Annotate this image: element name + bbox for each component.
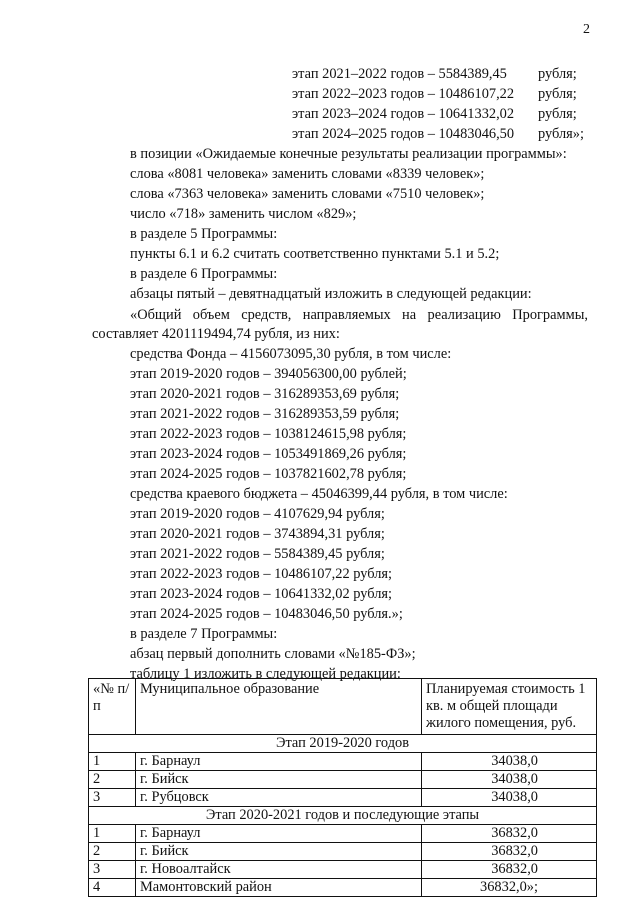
text-line: этап 2019-2020 годов – 4107629,94 рубля; (130, 506, 385, 522)
text-line: слова «7363 человека» заменить словами «7510 человек»; (130, 186, 485, 202)
row-cost: 34038,0 (422, 771, 597, 789)
row-num: 3 (89, 789, 136, 807)
header-municipality: Муниципальное образование (136, 679, 422, 735)
row-cost: 34038,0 (422, 753, 597, 771)
table-row (89, 771, 597, 789)
text-line: этап 2023-2024 годов – 10641332,02 рубля; (130, 586, 393, 602)
text-line: этап 2019-2020 годов – 394056300,00 рублей; (130, 366, 407, 382)
row-num: 1 (89, 753, 136, 771)
row-municipality: г. Барнаул (136, 825, 422, 843)
stage-row (89, 735, 597, 753)
stage-title: Этап 2020-2021 годов и последующие этапы (89, 807, 597, 825)
table-row (89, 843, 597, 861)
row-num: 4 (89, 879, 136, 897)
header-cost: Планируемая стоимость 1 кв. м общей площади жилого помещения, руб. (422, 679, 597, 735)
row-cost: 36832,0 (422, 861, 597, 879)
table-header-row (89, 679, 597, 735)
text-line: средства Фонда – 4156073095,30 рубля, в том числе: (130, 346, 452, 362)
text-line: в разделе 6 Программы: (130, 266, 278, 282)
row-municipality: г. Бийск (136, 771, 422, 789)
row-cost: 36832,0»; (422, 879, 597, 897)
paragraph-total: «Общий объем средств, направляемых на реализацию Программы, составляет 4201119494,74 рубля, из них: (92, 307, 588, 342)
row-num: 2 (89, 771, 136, 789)
row-num: 3 (89, 861, 136, 879)
row-num: 2 (89, 843, 136, 861)
row-cost: 36832,0 (422, 825, 597, 843)
row-municipality: Мамонтовский район (136, 879, 422, 897)
text-line: этап 2024-2025 годов – 1037821602,78 рубля; (130, 466, 407, 482)
row-cost: 36832,0 (422, 843, 597, 861)
stage-line: этап 2024–2025 годов – 10483046,50 рубля»; (292, 126, 584, 142)
text-line: этап 2021-2022 годов – 316289353,59 рубля; (130, 406, 400, 422)
stage-title: Этап 2019-2020 годов (89, 735, 597, 753)
text-line: пункты 6.1 и 6.2 считать соответственно пунктами 5.1 и 5.2; (130, 246, 500, 262)
municipality-table (88, 678, 597, 897)
text-line: в разделе 5 Программы: (130, 226, 278, 242)
row-cost: 34038,0 (422, 789, 597, 807)
text-line: средства краевого бюджета – 45046399,44 рубля, в том числе: (130, 486, 508, 502)
text-line: число «718» заменить числом «829»; (130, 206, 357, 222)
text-line: в позиции «Ожидаемые конечные результаты реализации программы»: (130, 146, 567, 162)
table-row (89, 753, 597, 771)
table-row (89, 879, 597, 897)
text-line: этап 2020-2021 годов – 3743894,31 рубля; (130, 526, 385, 542)
row-municipality: г. Барнаул (136, 753, 422, 771)
page-number: 2 (583, 22, 590, 37)
text-line: этап 2020-2021 годов – 316289353,69 рубля; (130, 386, 400, 402)
row-num: 1 (89, 825, 136, 843)
text-line: абзац первый дополнить словами «№185-ФЗ»; (130, 646, 416, 662)
text-line: этап 2022-2023 годов – 10486107,22 рубля; (130, 566, 393, 582)
table-row (89, 789, 597, 807)
text-line: таблицу 1 изложить в следующей редакции: (130, 666, 401, 682)
table-row (89, 861, 597, 879)
stage-line: этап 2022–2023 годов – 10486107,22 рубля; (292, 86, 577, 102)
text-line: этап 2023-2024 годов – 1053491869,26 рубля; (130, 446, 407, 462)
stage-row (89, 807, 597, 825)
row-municipality: г. Новоалтайск (136, 861, 422, 879)
text-line: в разделе 7 Программы: (130, 626, 278, 642)
stage-line: этап 2023–2024 годов – 10641332,02 рубля; (292, 106, 577, 122)
table-row (89, 825, 597, 843)
text-line: этап 2024-2025 годов – 10483046,50 рубля.»; (130, 606, 403, 622)
text-line: абзацы пятый – девятнадцатый изложить в следующей редакции: (130, 286, 532, 302)
stage-line: этап 2021–2022 годов – 5584389,45 рубля; (292, 66, 577, 82)
text-line: слова «8081 человека» заменить словами «8339 человек»; (130, 166, 485, 182)
header-num: «№ п/п (89, 679, 136, 735)
text-line: этап 2022-2023 годов – 1038124615,98 рубля; (130, 426, 407, 442)
text-line: этап 2021-2022 годов – 5584389,45 рубля; (130, 546, 385, 562)
row-municipality: г. Бийск (136, 843, 422, 861)
row-municipality: г. Рубцовск (136, 789, 422, 807)
